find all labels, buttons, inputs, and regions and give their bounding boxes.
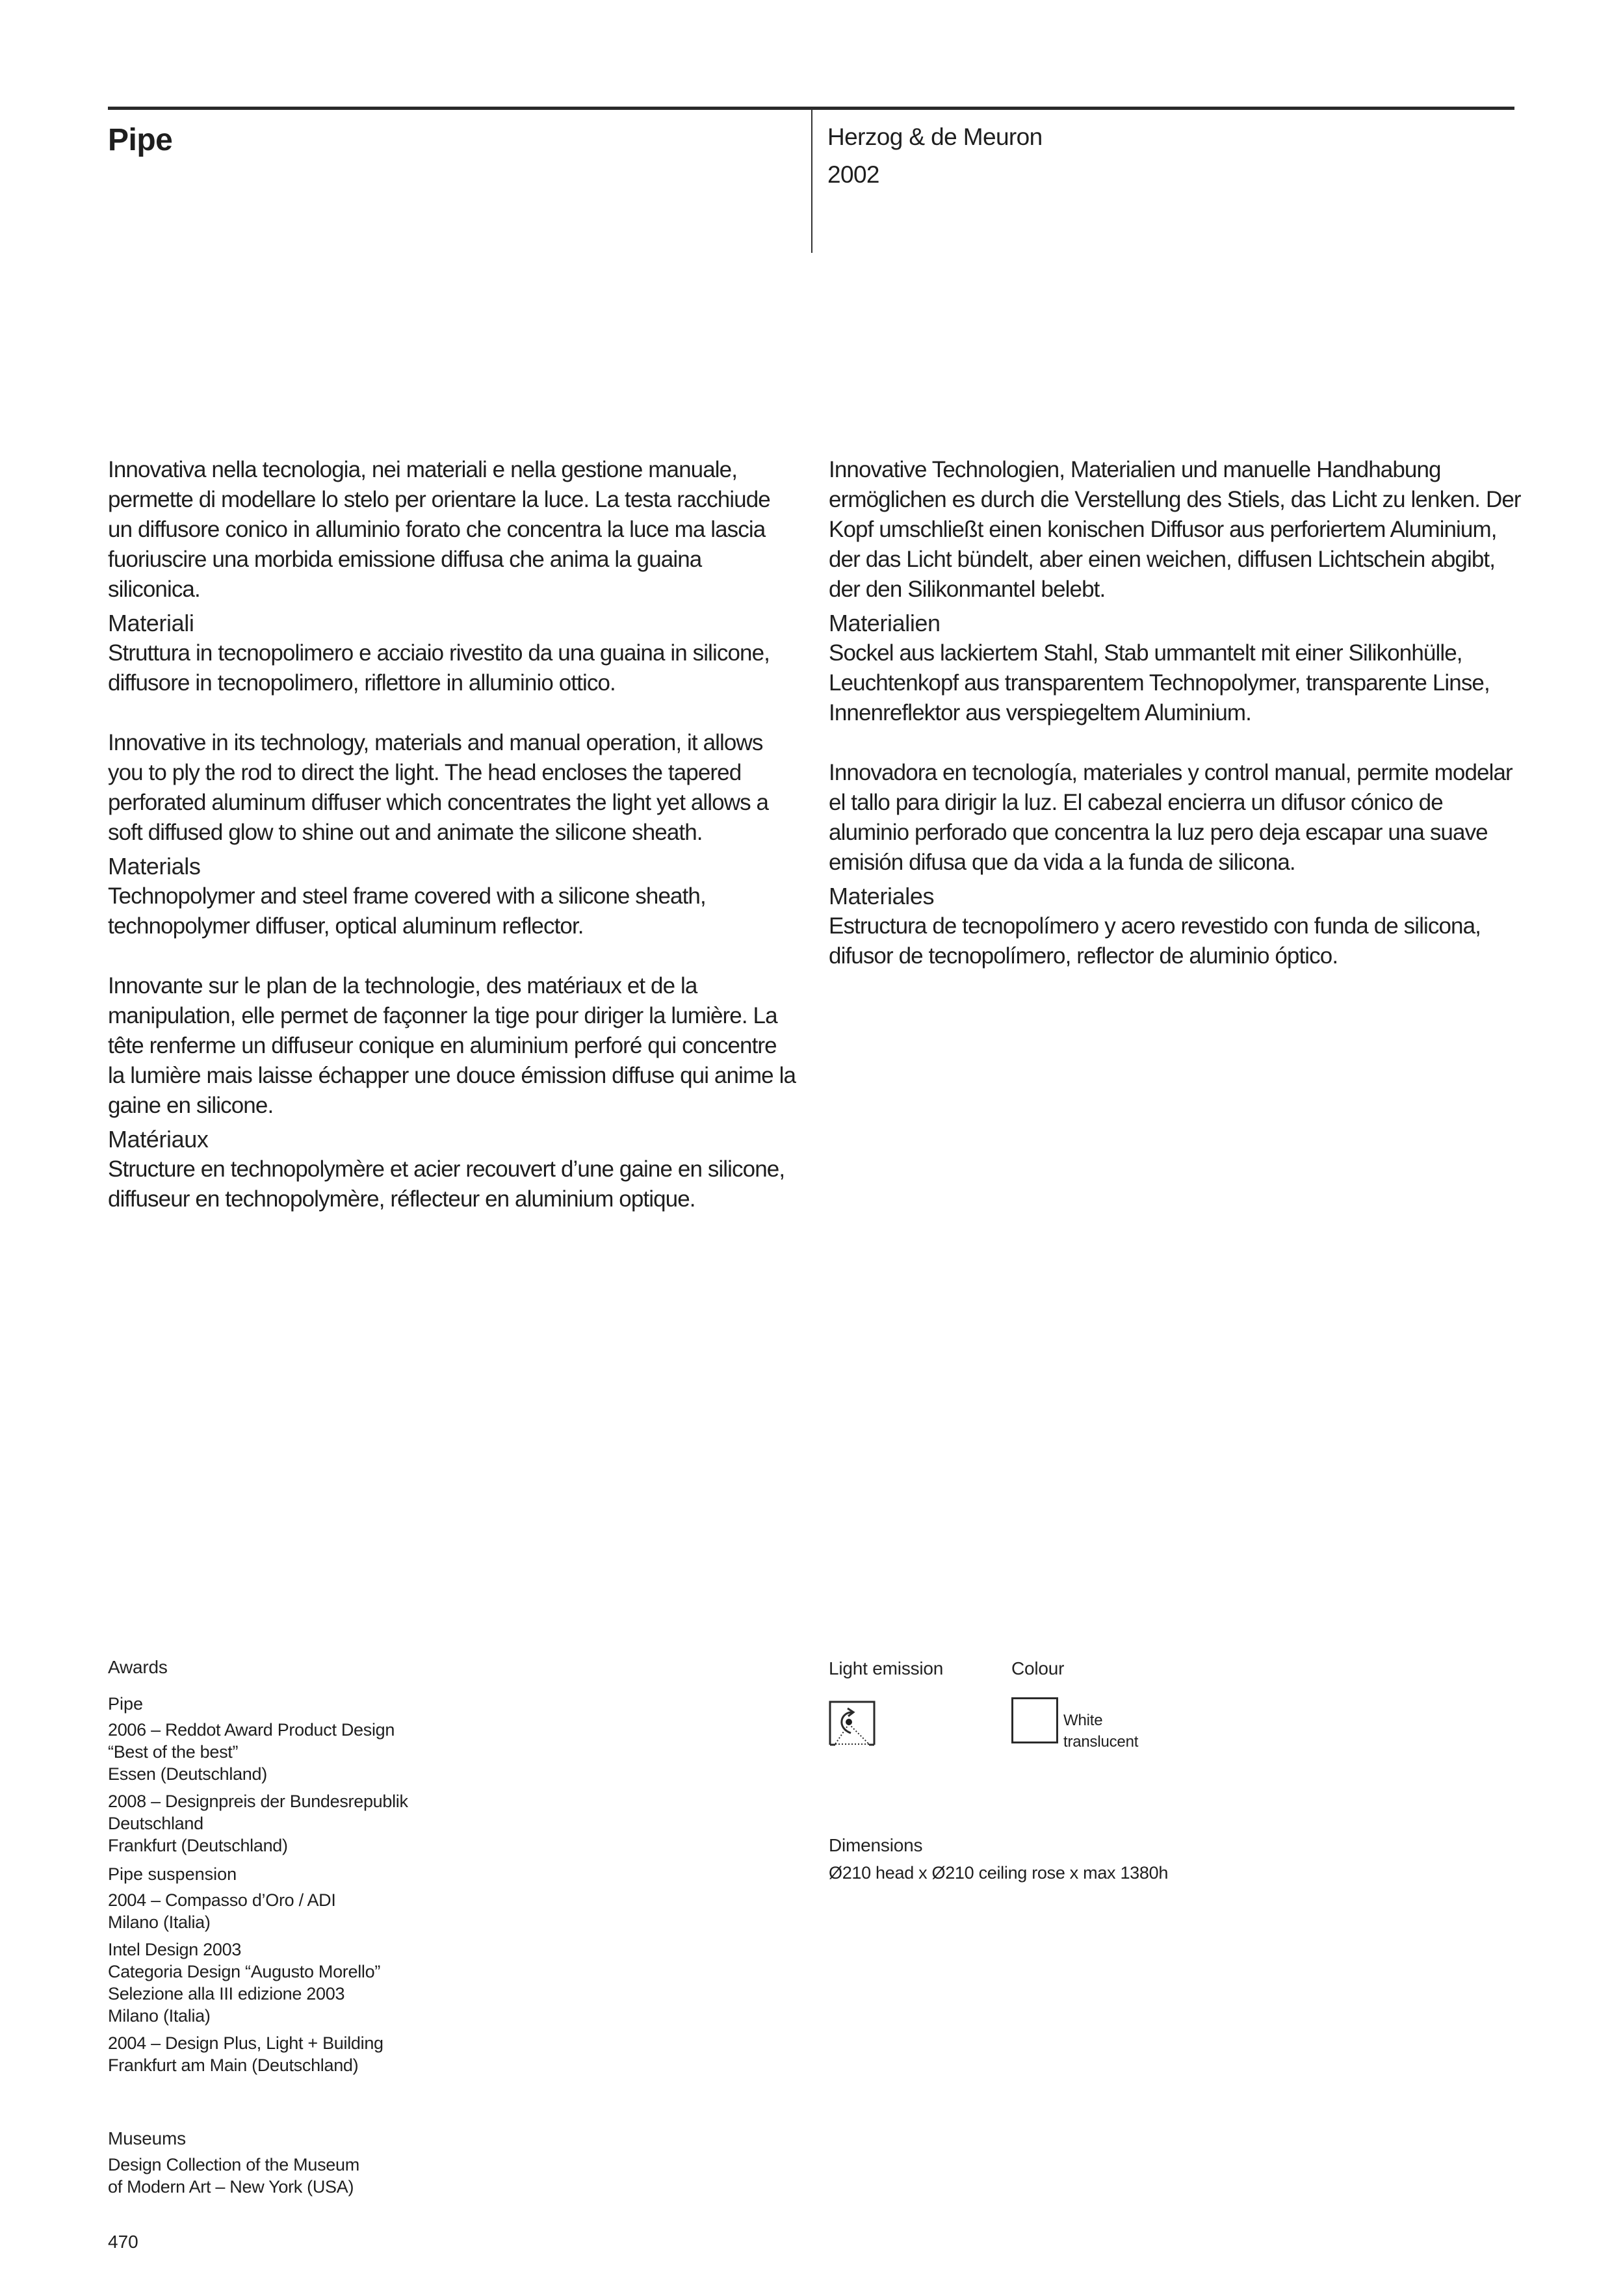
materials-text: Technopolymer and steel frame covered with a silicone sheath, technopolymer diffuser, optical aluminum reflector. xyxy=(108,883,706,939)
award-line: Frankfurt (Deutschland) xyxy=(108,1836,288,1855)
award-entry xyxy=(108,1719,693,1785)
award-line: Milano (Italia) xyxy=(108,2006,211,2026)
adjustable-direct-light-icon xyxy=(829,1701,874,1745)
description-en xyxy=(108,728,797,941)
award-line: Intel Design 2003 xyxy=(108,1940,242,1959)
dimensions-section xyxy=(829,1834,1479,1884)
colour-swatch xyxy=(1011,1697,1058,1743)
colour-name xyxy=(1063,1710,1193,1753)
dimensions-heading: Dimensions xyxy=(829,1835,923,1855)
museum-line: Design Collection of the Museum xyxy=(108,2155,359,2174)
product-title: Pipe xyxy=(108,123,173,157)
award-group-title: Pipe xyxy=(108,1694,144,1714)
description-column-right xyxy=(829,455,1524,1001)
award-line: 2004 – Design Plus, Light + Building xyxy=(108,2033,383,2053)
description-it xyxy=(108,455,797,698)
award-line: Frankfurt am Main (Deutschland) xyxy=(108,2055,359,2075)
dimensions-text: Ø210 head x Ø210 ceiling rose x max 1380h xyxy=(829,1863,1169,1883)
materials-heading: Materials xyxy=(108,853,201,880)
museums-section xyxy=(108,2128,693,2198)
materials-text: Struttura in tecnopolimero e acciaio rivestito da una guaina in silicone, diffusore in tecnopolimero, riflettore in alluminio ottico. xyxy=(108,640,770,696)
description-text: Innovadora en tecnología, materiales y control manual, permite modelar el tallo para dirigir la luz. El cabezal encierra un difusor cónico de aluminio perforado que concentra la luz pero deja escapar una suave emisión difusa que da vida a la funda de silicona. xyxy=(829,760,1513,875)
award-line: 2006 – Reddot Award Product Design xyxy=(108,1720,395,1740)
award-entry xyxy=(108,1790,693,1857)
award-line: 2004 – Compasso d’Oro / ADI xyxy=(108,1890,336,1910)
design-year: 2002 xyxy=(827,161,879,188)
description-text: Innovativa nella tecnologia, nei materiali e nella gestione manuale, permette di modellare lo stelo per orientare la luce. La testa racchiude un diffusore conico in alluminio forato che concentra la luce ma lascia fuoriuscire una morbida emissione diffusa che anima la guaina siliconica. xyxy=(108,457,770,602)
award-entry xyxy=(108,1889,693,1933)
award-line: Milano (Italia) xyxy=(108,1912,211,1932)
award-line: Deutschland xyxy=(108,1814,203,1833)
award-group-pipe xyxy=(108,1693,693,1857)
materials-heading: Matériaux xyxy=(108,1126,209,1153)
colour-name-line: White xyxy=(1063,1712,1103,1729)
light-emission-heading: Light emission xyxy=(829,1658,944,1678)
description-text: Innovante sur le plan de la technologie, des matériaux et de la manipulation, elle permet de façonner la tige pour diriger la lumière. La tête renferme un diffuseur conique en aluminium perforé qui concentre la lumière mais laisse échapper une douce émission diffuse qui anime la gaine en silicone. xyxy=(108,973,796,1118)
museum-entry xyxy=(108,2154,693,2198)
materials-heading: Materiales xyxy=(829,883,935,909)
description-text: Innovative Technologien, Materialien und manuelle Handhabung ermöglichen es durch die Verstellung des Stiels, das Licht zu lenken. Der Kopf umschließt einen konischen Diffusor aus perforiertem Aluminium, der das Licht bündelt, aber einen weichen, diffusen Lichtschein abgibt, der den Silikonmantel belebt. xyxy=(829,457,1521,602)
museums-heading: Museums xyxy=(108,2128,186,2148)
award-line: Essen (Deutschland) xyxy=(108,1764,267,1784)
award-line: Categoria Design “Augusto Morello” xyxy=(108,1962,381,1981)
materials-heading: Materiali xyxy=(108,610,194,636)
description-text: Innovative in its technology, materials and manual operation, it allows you to ply the rod to direct the light. The head encloses the tapered perforated aluminum diffuser which concentrates the light yet allows a soft diffused glow to shine out and animate the silicone sheath. xyxy=(108,730,769,845)
materials-text: Structure en technopolymère et acier recouvert d’une gaine en silicone, diffuseur en technopolymère, réflecteur en aluminium optique. xyxy=(108,1156,785,1212)
description-de xyxy=(829,455,1524,728)
materials-text: Estructura de tecnopolímero y acero revestido con funda de silicona, difusor de tecnopolímero, reflector de aluminio óptico. xyxy=(829,913,1481,969)
award-line: 2008 – Designpreis der Bundesrepublik xyxy=(108,1792,408,1811)
materials-text: Sockel aus lackiertem Stahl, Stab ummantelt mit einer Silikonhülle, Leuchtenkopf aus transparentem Technopolymer, transparente Linse, Innenreflektor aus verspiegeltem Aluminium. xyxy=(829,640,1490,725)
museum-line: of Modern Art – New York (USA) xyxy=(108,2177,354,2197)
colour-heading: Colour xyxy=(1011,1658,1065,1678)
colour-section xyxy=(1011,1658,1139,1751)
page-number: 470 xyxy=(108,2232,138,2252)
award-group-pipe-suspension xyxy=(108,1863,693,2076)
awards-heading: Awards xyxy=(108,1657,168,1677)
award-line: Selezione alla III edizione 2003 xyxy=(108,1984,345,2003)
materials-heading: Materialien xyxy=(829,610,941,636)
award-line: “Best of the best” xyxy=(108,1742,239,1762)
award-entry xyxy=(108,2032,693,2076)
colour-name-line: translucent xyxy=(1063,1733,1139,1751)
description-column-left xyxy=(108,455,797,1244)
header-divider xyxy=(811,109,812,253)
designer-name: Herzog & de Meuron xyxy=(827,124,1043,150)
light-emission-section xyxy=(829,1658,943,1680)
description-es xyxy=(829,758,1524,971)
award-entry xyxy=(108,1938,693,2027)
award-group-title: Pipe suspension xyxy=(108,1864,237,1884)
description-fr xyxy=(108,971,797,1214)
awards-section xyxy=(108,1656,693,2081)
